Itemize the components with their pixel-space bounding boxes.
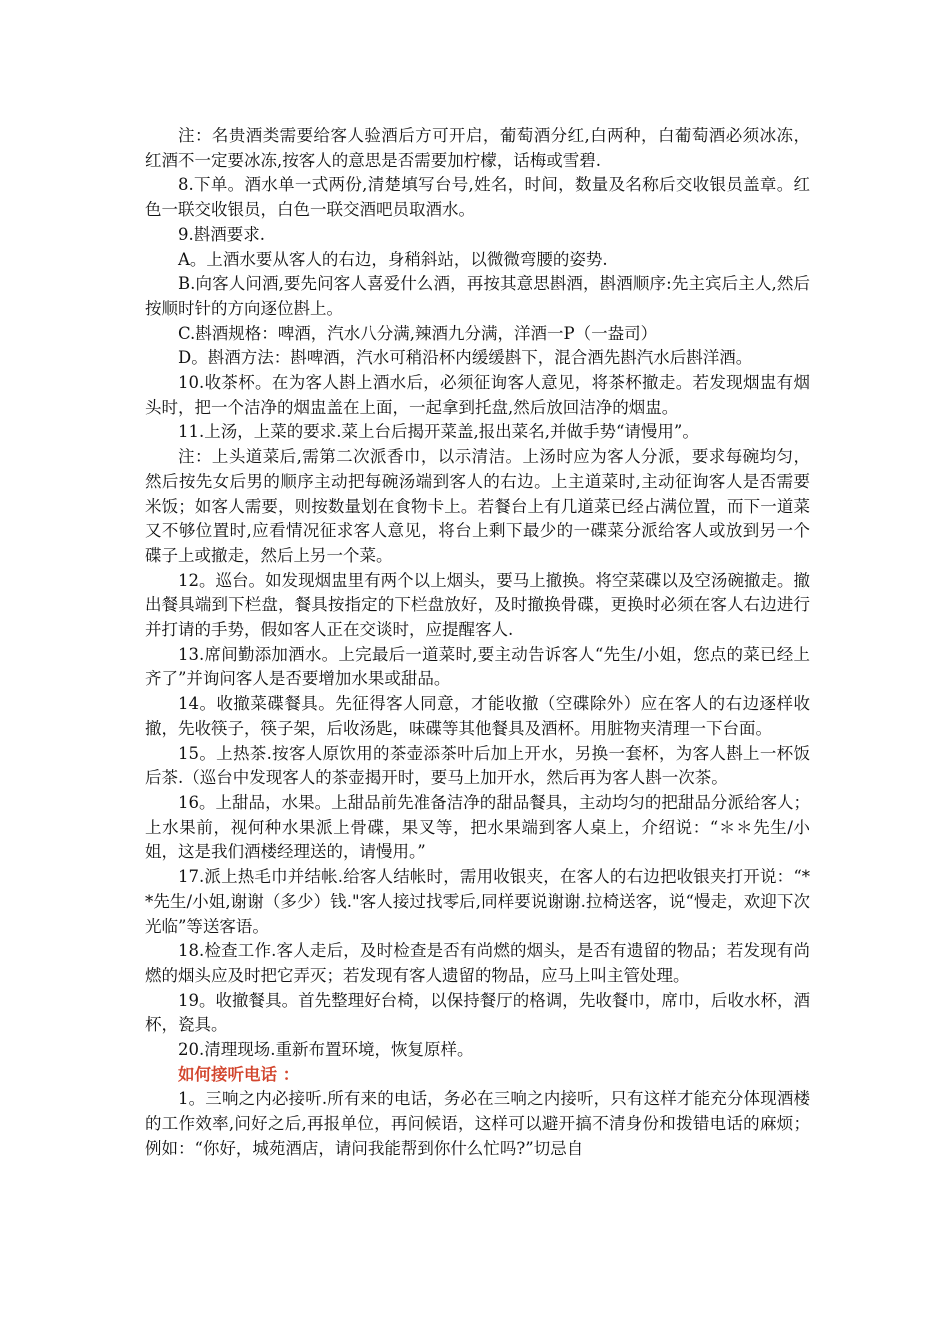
paragraph-pouring-c: C.斟酒规格：啤酒，汽水八分满,辣酒九分满，洋酒一P（一盎司） <box>178 323 658 343</box>
paragraph-table-patrol: 12。巡台。如发现烟盅里有两个以上烟头，要马上撤换。将空菜碟以及空汤碗撤走。撤出餐具端到下栏盘，餐具按指定的下栏盘放好，及时撤换骨碟，更换时必须在客人右边进行并打请的手势，假如客人正在交谈时，应提醒客人. <box>145 570 810 640</box>
paragraph-towel-checkout: 17.派上热毛巾并结帐.给客人结帐时，需用收银夹，在客人的右边把收银夹打开说：“**先生/小姐,谢谢（多少）钱."客人接过找零后,同样要说谢谢.拉椅送客，说“慢走，欢迎下次光临”等送客语。 <box>145 867 810 936</box>
section-heading-answer-phone: 如何接听电话 ： <box>178 1064 300 1084</box>
paragraph-collect-teacups: 10.收茶杯。在为客人斟上酒水后，必须征询客人意见，将茶杯撤走。若发现烟盅有烟头时，把一个洁净的烟盅盖在上面，一起拿到托盘,然后放回洁净的烟盅。 <box>145 373 810 417</box>
paragraph-dessert-fruit: 16。上甜品，水果。上甜品前先准备洁净的甜品餐具，主动均匀的把甜品分派给客人；上水果前，视何种水果派上骨碟，果叉等，把水果端到客人桌上，介绍说：“＊＊先生/小姐，这是我们酒楼经理送的，请慢用。” <box>145 792 810 862</box>
paragraph-pouring-a: A。上酒水要从客人的右边，身稍斜站，以微微弯腰的姿势. <box>178 249 608 269</box>
paragraph-pouring-requirements: 9.斟酒要求. <box>178 224 265 244</box>
paragraph-serve-soup-dishes: 11.上汤，上菜的要求.菜上台后揭开菜盖,报出菜名,并做手势“请慢用”。 <box>178 422 699 442</box>
paragraph-wine-note: 注：名贵酒类需要给客人验酒后方可开启，葡萄酒分红,白两种，白葡萄酒必须冰冻，红酒不一定要冰冻,按客人的意思是否需要加柠檬，话梅或雪碧. <box>145 126 810 170</box>
paragraph-inspection: 18.检查工作.客人走后，及时检查是否有尚燃的烟头，是否有遗留的物品；若发现有尚燃的烟头应及时把它弄灭；若发现有客人遗留的物品，应马上叫主管处理。 <box>145 941 810 985</box>
paragraph-add-drinks: 13.席间勤添加酒水。上完最后一道菜时,要主动告诉客人“先生/小姐，您点的菜已经上齐了”并询问客人是否要增加水果或甜品。 <box>145 644 810 689</box>
paragraph-dish-note: 注：上头道菜后,需第二次派香巾，以示清洁。上汤时应为客人分派，要求每碗均匀，然后按先女后男的顺序主动把每碗汤端到客人的右边。上主道菜时,主动征询客人是否需要米饭；如客人需要，则按数量划在食物卡上。若餐台上有几道菜已经占满位置，而下一道菜又不够位置时,应看情况征求客人意见，将台上剩下最少的一碟菜分派给客人或放到另一个碟子上或撤走，然后上另一个菜。 <box>145 447 810 565</box>
paragraph-answer-within-three-rings: 1。三响之内必接听.所有来的电话，务必在三响之内接听，只有这样才能充分体现酒楼的工作效率,问好之后,再报单位，再问候语，这样可以避开搞不清身份和拨错电话的麻烦；例如：“你好，城苑酒店，请问我能帮到你什么忙吗?”切忌自 <box>145 1089 810 1158</box>
paragraph-collect-tableware: 19。收撤餐具。首先整理好台椅，以保持餐厅的格调，先收餐巾，席巾，后收水杯，酒杯，瓷具。 <box>145 990 810 1035</box>
paragraph-pouring-b: B.向客人问酒,要先问客人喜爱什么酒，再按其意思斟酒，斟酒顺序:先主宾后主人,然后按顺时针的方向逐位斟上。 <box>145 274 810 318</box>
document-body <box>145 124 810 1162</box>
paragraph-clear-dishes: 14。收撤菜碟餐具。先征得客人同意，才能收撤（空碟除外）应在客人的右边逐样收撤，先收筷子，筷子架，后收汤匙，味碟等其他餐具及酒杯。用脏物夹清理一下台面。 <box>145 694 810 738</box>
paragraph-clean-up: 20.清理现场.重新布置环境，恢复原样。 <box>178 1040 474 1060</box>
paragraph-order: 8.下单。酒水单一式两份,清楚填写台号,姓名，时间，数量及名称后交收银员盖章。红色一联交收银员，白色一联交酒吧员取酒水。 <box>145 175 810 220</box>
paragraph-hot-tea: 15。上热茶.按客人原饮用的茶壶添茶叶后加上开水，另换一套杯，为客人斟上一杯饭后茶.（巡台中发现客人的茶壶揭开时，要马上加开水，然后再为客人斟一次茶。 <box>145 743 810 788</box>
paragraph-pouring-d: D。斟酒方法：斟啤酒，汽水可稍沿杯内缓缓斟下，混合酒先斟汽水后斟洋酒。 <box>178 348 753 368</box>
